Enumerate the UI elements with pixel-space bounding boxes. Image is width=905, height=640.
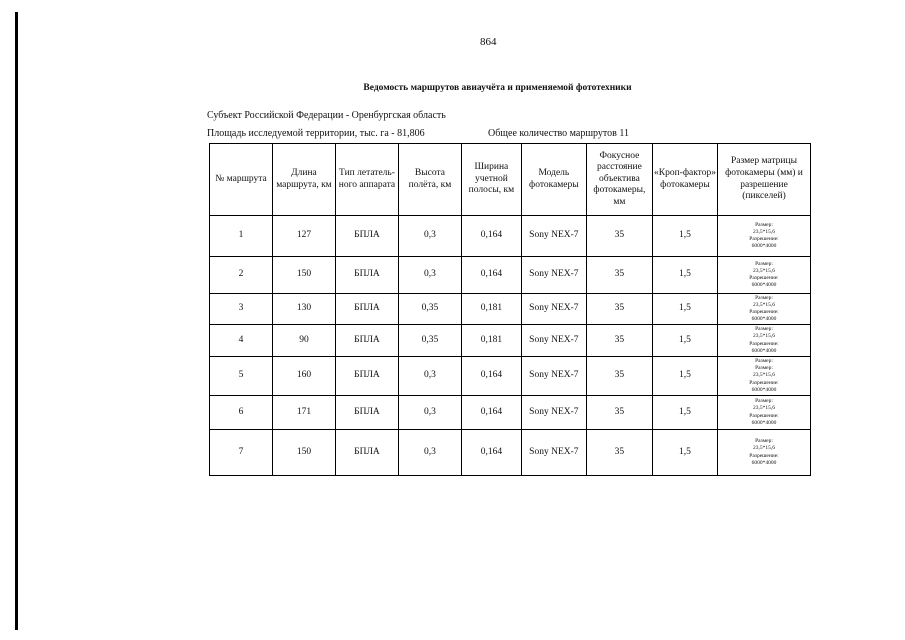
cell-crop-factor: 1,5 [652, 357, 717, 396]
sensor-line: Разрешение: [749, 452, 779, 459]
cell-focal-length: 35 [586, 294, 652, 325]
header-strip-width: Ширина учетной полосы, км [461, 144, 521, 216]
cell-altitude: 0,35 [398, 325, 461, 357]
sensor-line: Размер: [755, 398, 773, 405]
cell-crop-factor: 1,5 [652, 216, 717, 257]
sensor-line: 23,5*15,6 [753, 301, 775, 308]
sensor-line: 23,5*15,6 [753, 372, 775, 379]
sensor-line: 6000*4000 [751, 282, 777, 289]
header-aircraft-type: Тип летатель-ного аппарата [335, 144, 398, 216]
cell-crop-factor: 1,5 [652, 257, 717, 294]
sensor-line: Разрешение: [749, 309, 779, 315]
header-focal-length: Фокусное расстояние объектива фотокамеры, мм [586, 144, 652, 216]
sensor-line: 6000*4000 [751, 386, 777, 393]
table-row [210, 430, 811, 476]
cell-camera-model: Sony NEX-7 [521, 257, 586, 294]
cell-sensor-size [718, 357, 811, 396]
cell-strip-width: 0,164 [461, 216, 521, 257]
sensor-line: 6000*4000 [751, 243, 777, 250]
cell-camera-model: Sony NEX-7 [521, 430, 586, 476]
cell-focal-length: 35 [586, 325, 652, 357]
table-row [210, 396, 811, 430]
cell-sensor-size [718, 216, 811, 257]
sensor-line: 6000*4000 [751, 459, 777, 466]
cell-aircraft-type: БПЛА [335, 216, 398, 257]
cell-altitude: 0,35 [398, 294, 461, 325]
sensor-line: 23,5*15,6 [753, 267, 775, 274]
cell-camera-model: Sony NEX-7 [521, 396, 586, 430]
header-route-length: Длина маршрута, км [272, 144, 335, 216]
area-line: Площадь исследуемой территории, тыс. га - 81,806 [207, 128, 425, 139]
cell-sensor-size [718, 430, 811, 476]
cell-altitude: 0,3 [398, 430, 461, 476]
cell-focal-length: 35 [586, 396, 652, 430]
table-row [210, 325, 811, 357]
cell-strip-width: 0,164 [461, 257, 521, 294]
cell-route-length: 127 [272, 216, 335, 257]
cell-crop-factor: 1,5 [652, 430, 717, 476]
cell-strip-width: 0,181 [461, 294, 521, 325]
cell-sensor-size [718, 294, 811, 325]
cell-camera-model: Sony NEX-7 [521, 357, 586, 396]
sensor-line: 6000*4000 [751, 419, 777, 426]
cell-focal-length: 35 [586, 357, 652, 396]
cell-sensor-size [718, 396, 811, 430]
cell-camera-model: Sony NEX-7 [521, 294, 586, 325]
cell-route-number: 6 [210, 396, 273, 430]
sensor-line: Разрешение: [749, 379, 779, 386]
cell-route-number: 3 [210, 294, 273, 325]
sensor-line: Размер: [755, 294, 773, 301]
sensor-line: Разрешение: [749, 412, 779, 419]
header-altitude: Высота полёта, км [398, 144, 461, 216]
cell-route-length: 150 [272, 257, 335, 294]
routes-total-line: Общее количество маршрутов 11 [488, 128, 629, 139]
cell-focal-length: 35 [586, 216, 652, 257]
cell-aircraft-type: БПЛА [335, 396, 398, 430]
cell-strip-width: 0,164 [461, 430, 521, 476]
cell-aircraft-type: БПЛА [335, 294, 398, 325]
header-crop-factor: «Кроп-фактор» фотокамеры [652, 144, 717, 216]
cell-aircraft-type: БПЛА [335, 357, 398, 396]
cell-altitude: 0,3 [398, 257, 461, 294]
table-row [210, 257, 811, 294]
cell-route-length: 130 [272, 294, 335, 325]
cell-aircraft-type: БПЛА [335, 325, 398, 357]
sensor-line: Разрешение: [749, 236, 779, 242]
sensor-line: 23,5*15,6 [753, 228, 775, 235]
table-row [210, 357, 811, 396]
cell-crop-factor: 1,5 [652, 294, 717, 325]
margin-bar [15, 12, 18, 630]
sensor-line: 23,5*15,6 [753, 333, 775, 340]
cell-altitude: 0,3 [398, 396, 461, 430]
sensor-line: Разрешение: [749, 275, 779, 281]
cell-camera-model: Sony NEX-7 [521, 216, 586, 257]
sensor-line: Разрешение: [749, 340, 779, 347]
cell-route-number: 2 [210, 257, 273, 294]
sensor-line: Размер: [755, 358, 773, 365]
cell-focal-length: 35 [586, 430, 652, 476]
cell-altitude: 0,3 [398, 357, 461, 396]
cell-route-length: 90 [272, 325, 335, 357]
sensor-line: Размер: [755, 438, 773, 445]
cell-route-length: 160 [272, 357, 335, 396]
cell-strip-width: 0,164 [461, 396, 521, 430]
cell-aircraft-type: БПЛА [335, 430, 398, 476]
cell-route-number: 4 [210, 325, 273, 357]
sensor-line: 6000*4000 [751, 347, 777, 354]
sensor-line: Размер: [755, 260, 773, 267]
sensor-line: Размер: [755, 221, 773, 228]
page-number: 864 [480, 36, 497, 48]
cell-strip-width: 0,181 [461, 325, 521, 357]
cell-route-length: 150 [272, 430, 335, 476]
subject-line: Субъект Российской Федерации - Оренбургская область [207, 110, 446, 121]
header-camera-model: Модель фотокамеры [521, 144, 586, 216]
cell-crop-factor: 1,5 [652, 325, 717, 357]
table-row [210, 216, 811, 257]
table-header-row [210, 144, 811, 216]
cell-route-length: 171 [272, 396, 335, 430]
cell-focal-length: 35 [586, 257, 652, 294]
cell-aircraft-type: БПЛА [335, 257, 398, 294]
table-row [210, 294, 811, 325]
document-title: Ведомость маршрутов авиаучёта и применяемой фототехники [363, 83, 632, 93]
cell-route-number: 1 [210, 216, 273, 257]
routes-table [209, 143, 811, 476]
cell-strip-width: 0,164 [461, 357, 521, 396]
cell-camera-model: Sony NEX-7 [521, 325, 586, 357]
cell-altitude: 0,3 [398, 216, 461, 257]
cell-sensor-size [718, 257, 811, 294]
sensor-line: Размер: [755, 326, 773, 333]
header-sensor-size: Размер матрицы фотокамеры (мм) и разрешение (пикселей) [718, 144, 811, 216]
cell-sensor-size [718, 325, 811, 357]
cell-route-number: 7 [210, 430, 273, 476]
cell-route-number: 5 [210, 357, 273, 396]
sensor-line: 23,5*15,6 [753, 445, 775, 452]
cell-crop-factor: 1,5 [652, 396, 717, 430]
sensor-line: 23,5*15,6 [753, 405, 775, 412]
header-route-number: № маршрута [210, 144, 273, 216]
sensor-line: Размер: [755, 365, 773, 372]
sensor-line: 6000*4000 [751, 316, 777, 323]
